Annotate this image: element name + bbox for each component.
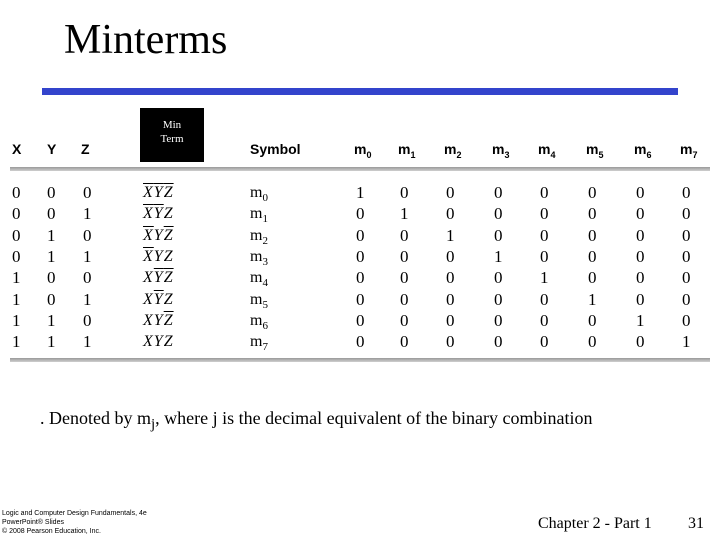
- cell-y: 0: [47, 268, 56, 287]
- minterm-bit: 0: [356, 332, 365, 351]
- minterm-name: [250, 332, 268, 357]
- minterm-bit: 0: [588, 183, 597, 202]
- cell-z: 1: [83, 204, 92, 223]
- minterm-bit: 0: [682, 247, 691, 266]
- minterm-bit: 0: [636, 332, 645, 351]
- header-m-base: m: [492, 141, 505, 157]
- slide-title: Minterms: [64, 17, 228, 63]
- minterm-symbol: [143, 290, 174, 310]
- minterm-name-sub: 1: [262, 213, 268, 226]
- cell-z: 0: [83, 268, 92, 287]
- symbol-literal: $\overline{Z}$: [163, 312, 174, 329]
- minterm-bit: 1: [588, 290, 597, 309]
- minterm-bit: 0: [588, 247, 597, 266]
- header-m-base: m: [586, 141, 599, 157]
- minterm-bit: 0: [494, 311, 503, 330]
- cell-x: 1: [12, 290, 21, 309]
- header-m-base: m: [538, 141, 551, 157]
- minterm-name-sub: 7: [262, 341, 268, 354]
- symbol-literal: Z: [163, 333, 174, 350]
- header-z: Z: [81, 141, 90, 157]
- minterm-bit: 0: [446, 204, 455, 223]
- cell-y: 1: [47, 247, 56, 266]
- minterm-bit: 0: [588, 311, 597, 330]
- minterm-bit: 0: [540, 311, 549, 330]
- cell-z: 1: [83, 332, 92, 351]
- minterm-name-base: m: [250, 184, 263, 201]
- minterm-bit: 0: [636, 247, 645, 266]
- cell-z: 0: [83, 226, 92, 245]
- header-m3: [492, 141, 509, 160]
- minterm-symbol: [143, 204, 174, 224]
- minterm-bit: 0: [682, 204, 691, 223]
- footer-chapter: Chapter 2 - Part 1: [538, 515, 652, 532]
- cell-z: 1: [83, 247, 92, 266]
- table-bottom-rule: [10, 358, 710, 362]
- minterm-bit: 0: [356, 247, 365, 266]
- minterm-bit: 0: [400, 332, 409, 351]
- minterm-bit: 0: [356, 204, 365, 223]
- minterm-bit: 0: [682, 311, 691, 330]
- header-m-sub: 4: [550, 149, 556, 160]
- minterm-bit: 0: [682, 290, 691, 309]
- minterm-bit: 0: [356, 268, 365, 287]
- minterm-bit: 0: [356, 311, 365, 330]
- minterm-bit: 0: [446, 332, 455, 351]
- header-m6: [634, 141, 651, 160]
- minterm-bit: 1: [400, 204, 409, 223]
- minterm-label-box: [140, 108, 204, 162]
- minterm-name-sub: 2: [262, 235, 268, 248]
- cell-y: 0: [47, 183, 56, 202]
- header-m-base: m: [444, 141, 457, 157]
- minterm-bit: 0: [400, 268, 409, 287]
- minterm-bit: 0: [400, 311, 409, 330]
- minterm-bit: 0: [540, 204, 549, 223]
- minterm-name-sub: 0: [262, 192, 268, 205]
- cell-x: 1: [12, 332, 21, 351]
- cell-y: 1: [47, 311, 56, 330]
- header-x: X: [12, 141, 22, 157]
- symbol-literal: $\overline{Z}$: [163, 184, 174, 201]
- minterm-bit: 0: [540, 226, 549, 245]
- minterm-bit: 1: [682, 332, 691, 351]
- cell-z: 0: [83, 183, 92, 202]
- header-m-base: m: [680, 141, 693, 157]
- title-rule: [42, 88, 678, 95]
- page-number: 31: [688, 515, 704, 532]
- note-sub: j: [150, 416, 156, 433]
- minterm-bit: 1: [494, 247, 503, 266]
- header-m-base: m: [634, 141, 647, 157]
- table-top-rule: [10, 167, 710, 171]
- header-m-base: m: [398, 141, 411, 157]
- header-m0: [354, 141, 371, 160]
- symbol-literal: $\overline{Z}$: [163, 269, 174, 286]
- symbol-literal: $\overline{X}$: [143, 205, 154, 222]
- minterm-bit: 0: [446, 311, 455, 330]
- minterm-bit: 0: [494, 290, 503, 309]
- header-m1: [398, 141, 415, 160]
- minterm-box-line1: Min: [162, 119, 182, 131]
- cell-y: 0: [47, 290, 56, 309]
- note-bullet: .: [40, 408, 45, 428]
- minterm-bit: 0: [400, 183, 409, 202]
- minterm-bit: 0: [540, 290, 549, 309]
- header-m-sub: 2: [456, 149, 462, 160]
- header-m-sub: 7: [692, 149, 698, 160]
- header-y: Y: [47, 141, 57, 157]
- symbol-literal: $\overline{X}$: [143, 248, 154, 265]
- minterm-name-base: m: [250, 248, 263, 265]
- minterm-name-base: m: [250, 291, 263, 308]
- symbol-literal: $\overline{Z}$: [163, 227, 174, 244]
- minterm-bit: 0: [588, 226, 597, 245]
- cell-x: 0: [12, 204, 21, 223]
- minterm-symbol: [143, 311, 174, 331]
- minterm-name-base: m: [250, 269, 263, 286]
- symbol-literal: X: [143, 312, 154, 329]
- minterm-bit: 0: [494, 204, 503, 223]
- header-m4: [538, 141, 555, 160]
- header-m-sub: 5: [598, 149, 604, 160]
- note-post: , where j is the decimal equivalent of the binary combination: [155, 408, 593, 428]
- minterm-symbol: [143, 226, 174, 246]
- minterm-name-base: m: [250, 227, 263, 244]
- minterm-bit: 0: [446, 183, 455, 202]
- cell-y: 0: [47, 204, 56, 223]
- minterm-bit: 0: [636, 268, 645, 287]
- minterm-bit: 0: [682, 268, 691, 287]
- symbol-literal: X: [143, 291, 154, 308]
- symbol-literal: $\overline{X}$: [143, 184, 154, 201]
- header-m5: [586, 141, 603, 160]
- minterm-bit: 0: [682, 226, 691, 245]
- logo-line: PowerPoint® Slides: [2, 519, 64, 526]
- cell-x: 0: [12, 183, 21, 202]
- minterm-bit: 0: [636, 183, 645, 202]
- minterm-bit: 0: [356, 290, 365, 309]
- minterm-bit: 0: [356, 226, 365, 245]
- cell-x: 0: [12, 247, 21, 266]
- symbol-literal: $\overline{Y}$: [153, 291, 164, 308]
- cell-y: 1: [47, 226, 56, 245]
- minterm-symbol: [143, 247, 174, 267]
- minterm-bit: 0: [400, 290, 409, 309]
- cell-x: 1: [12, 268, 21, 287]
- cell-z: 0: [83, 311, 92, 330]
- cell-x: 1: [12, 311, 21, 330]
- minterm-bit: 0: [400, 226, 409, 245]
- minterm-symbol: [143, 183, 174, 203]
- symbol-literal: $\overline{Y}$: [153, 205, 164, 222]
- symbol-literal: Y: [153, 333, 164, 350]
- publisher-logo: [2, 509, 172, 536]
- minterm-bit: 0: [446, 290, 455, 309]
- minterm-bit: 1: [540, 268, 549, 287]
- minterm-bit: 0: [588, 204, 597, 223]
- header-m2: [444, 141, 461, 160]
- minterm-bit: 0: [636, 290, 645, 309]
- minterm-bit: 1: [446, 226, 455, 245]
- minterm-name-base: m: [250, 205, 263, 222]
- symbol-literal: Z: [163, 291, 174, 308]
- minterm-box-line2: Term: [160, 133, 184, 145]
- minterm-bit: 0: [494, 332, 503, 351]
- header-m-sub: 6: [646, 149, 652, 160]
- minterm-name-sub: 5: [262, 299, 268, 312]
- minterm-bit: 0: [540, 247, 549, 266]
- minterm-bit: 0: [588, 332, 597, 351]
- minterm-name-sub: 3: [262, 256, 268, 269]
- minterm-bit: 0: [446, 268, 455, 287]
- minterm-bit: 0: [494, 226, 503, 245]
- symbol-literal: Y: [153, 312, 164, 329]
- minterm-name-sub: 4: [262, 277, 268, 290]
- symbol-literal: Y: [153, 248, 164, 265]
- minterm-symbol: [143, 332, 174, 352]
- logo-line: © 2008 Pearson Education, Inc.: [2, 528, 101, 535]
- note-text: [40, 406, 593, 437]
- minterm-bit: 1: [636, 311, 645, 330]
- minterm-name-base: m: [250, 312, 263, 329]
- minterm-bit: 0: [682, 183, 691, 202]
- symbol-literal: X: [143, 333, 154, 350]
- header-m-sub: 1: [410, 149, 416, 160]
- header-m-sub: 0: [366, 149, 372, 160]
- minterm-bit: 0: [446, 247, 455, 266]
- minterm-bit: 0: [400, 247, 409, 266]
- symbol-literal: $\overline{Y}$: [153, 269, 164, 286]
- minterm-name-base: m: [250, 333, 263, 350]
- symbol-literal: $\overline{X}$: [143, 227, 154, 244]
- cell-x: 0: [12, 226, 21, 245]
- minterm-bit: 0: [494, 268, 503, 287]
- cell-z: 1: [83, 290, 92, 309]
- header-m7: [680, 141, 697, 160]
- symbol-literal: Y: [153, 227, 164, 244]
- header-m-base: m: [354, 141, 367, 157]
- note-pre: Denoted by m: [49, 408, 151, 428]
- symbol-literal: Z: [163, 205, 174, 222]
- symbol-literal: Z: [163, 248, 174, 265]
- minterm-bit: 0: [636, 226, 645, 245]
- header-m-sub: 3: [504, 149, 510, 160]
- cell-y: 1: [47, 332, 56, 351]
- minterm-bit: 0: [540, 183, 549, 202]
- symbol-literal: $\overline{Y}$: [153, 184, 164, 201]
- logo-line: Logic and Computer Design Fundamentals, 4e: [2, 510, 147, 517]
- minterm-bit: 0: [494, 183, 503, 202]
- minterm-name-sub: 6: [262, 320, 268, 333]
- minterm-bit: 0: [636, 204, 645, 223]
- header-symbol: Symbol: [250, 141, 301, 157]
- minterm-bit: 0: [540, 332, 549, 351]
- minterm-symbol: [143, 268, 174, 288]
- symbol-literal: X: [143, 269, 154, 286]
- minterm-bit: 1: [356, 183, 365, 202]
- minterm-bit: 0: [588, 268, 597, 287]
